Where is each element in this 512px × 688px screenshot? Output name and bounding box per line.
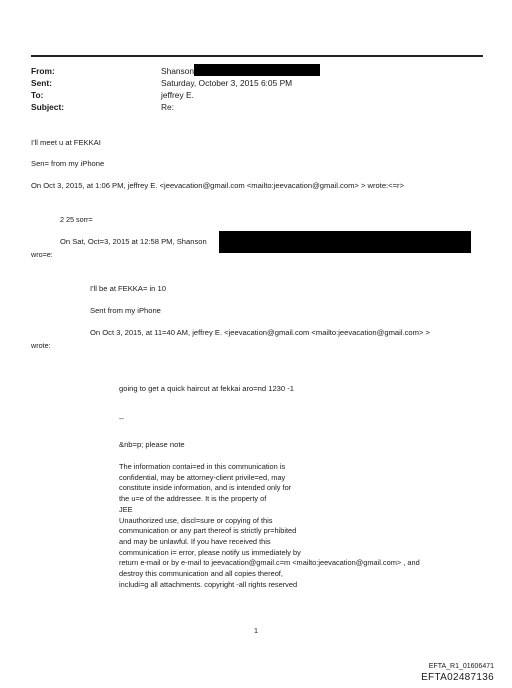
disclaimer-line: return e-mail or by e-mail to jeevacation@gmail.c=m <mailto:jeevacation@gmail.com> , and xyxy=(119,558,420,568)
redaction-box xyxy=(194,64,320,76)
disclaimer-line: destroy this communication and all copies thereof, xyxy=(119,569,283,579)
disclaimer-line: The information contai=ed in this communication is xyxy=(119,462,286,471)
redaction-box xyxy=(219,231,471,253)
body-line-6: wro=e: xyxy=(31,250,53,259)
subject-label: Subject: xyxy=(31,102,65,112)
sent-label: Sent: xyxy=(31,78,52,88)
body-line-9: On Oct 3, 2015, at 11=40 AM, jeffrey E. <jeevacation@gmail.com <mailto:jeevacation@gmail.com> > xyxy=(90,328,430,337)
sent-value: Saturday, October 3, 2015 6:05 PM xyxy=(161,78,293,88)
disclaimer-line: constitute inside information, and is intended only for xyxy=(119,483,292,493)
header-divider xyxy=(31,55,483,57)
body-line-2: Sen= from my iPhone xyxy=(31,159,105,168)
disclaimer-line: the u=e of the addressee. It is the property of xyxy=(119,494,267,504)
body-line-7: I'll be at FEKKA= in 10 xyxy=(90,284,166,293)
disclaimer-line: communication or any part thereof is strictly pr=hibited xyxy=(119,526,297,536)
from-value: Shanson xyxy=(161,66,195,76)
disclaimer-line: communication i= error, please notify us immediately by xyxy=(119,547,301,557)
to-label: To: xyxy=(31,90,44,100)
body-line-13: &nb=p; please note xyxy=(119,440,185,449)
disclaimer-line: includi=g all attachments. copyright -all rights reserved xyxy=(119,579,298,589)
body-line-12: -- xyxy=(119,414,124,423)
disclaimer-line: Unauthorized use, discl=sure or copying of this xyxy=(119,515,273,525)
footer-code-1: EFTA_R1_01606471 xyxy=(428,663,494,670)
page-number: 1 xyxy=(254,626,258,635)
body-line-11: going to get a quick haircut at fekkai aro=nd 1230 -1 xyxy=(119,384,294,393)
footer-code-2: EFTA02487136 xyxy=(421,672,494,683)
body-line-1: I'll meet u at FEKKAI xyxy=(31,138,101,147)
from-label: From: xyxy=(31,66,55,76)
disclaimer-line: and may be unlawful. If you have received this xyxy=(119,536,271,546)
disclaimer-block xyxy=(119,462,420,590)
body-line-8: Sent from my iPhone xyxy=(90,306,161,315)
body-line-4: 2 25 sorr= xyxy=(60,215,93,224)
body-line-5: On Sat, Oct=3, 2015 at 12:58 PM, Shanson xyxy=(60,237,207,246)
body-line-10: wrote: xyxy=(31,341,51,350)
disclaimer-line: confidential, may be attorney-client privile=ed, may xyxy=(119,472,286,482)
subject-value: Re: xyxy=(161,102,175,112)
to-value: jeffrey E. xyxy=(161,90,194,100)
body-line-3: On Oct 3, 2015, at 1:06 PM, jeffrey E. <jeevacation@gmail.com <mailto:jeevacation@gmail.com> > wrote:<=r> xyxy=(31,181,404,190)
disclaimer-line: JEE xyxy=(119,504,133,514)
